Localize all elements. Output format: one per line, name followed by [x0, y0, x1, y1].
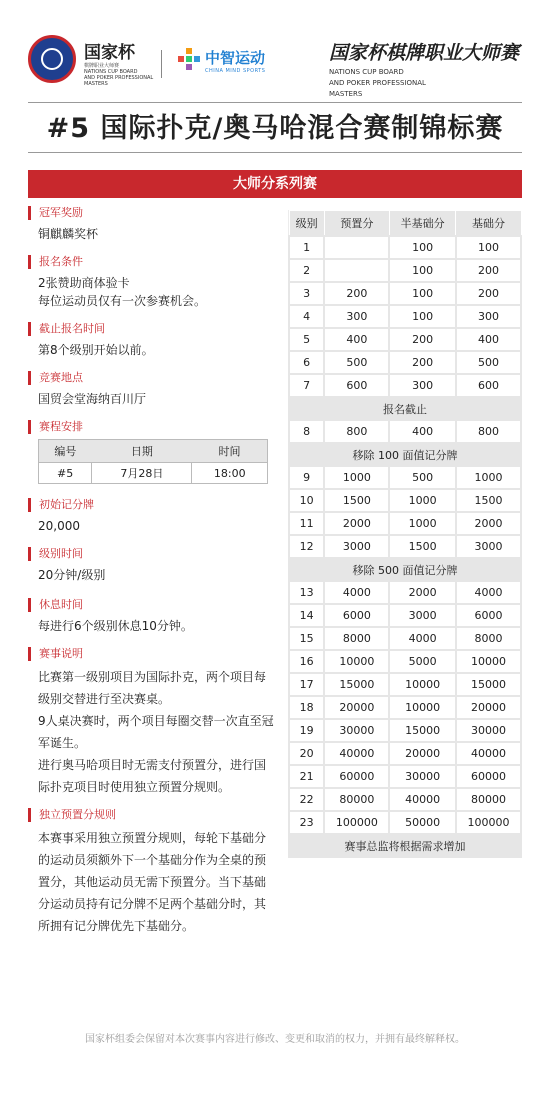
- blinds-cell: 18: [289, 696, 324, 719]
- blinds-cell: [324, 236, 389, 259]
- section-body: 铜麒麟奖杯: [38, 227, 99, 241]
- logo3-en-1: NATIONS CUP BOARD: [329, 68, 404, 76]
- blinds-cell: 200: [389, 328, 455, 351]
- blinds-cell: [324, 259, 389, 282]
- blinds-cell: 15: [289, 627, 324, 650]
- section-body: [38, 274, 276, 310]
- china-mind-sports-logo: [205, 47, 265, 74]
- blinds-cell: 500: [456, 351, 521, 374]
- blinds-cell: 1: [289, 236, 324, 259]
- rules-line: 进行奥马哈项目时无需支付预置分，进行国际扑克项目时使用独立预置分规则。: [38, 758, 267, 794]
- blinds-cell: 23: [289, 811, 324, 834]
- blinds-row: [289, 328, 521, 351]
- blinds-note: 赛事总监将根据需求增加: [289, 834, 521, 857]
- blinds-note: 移除 500 面值记分牌: [289, 558, 521, 581]
- schedule-header: 时间: [192, 440, 268, 463]
- section-title: 赛事说明: [28, 647, 276, 661]
- section-body: 每进行6个级别休息10分钟。: [38, 619, 193, 633]
- blinds-cell: 2000: [456, 512, 521, 535]
- blinds-cell: 8: [289, 420, 324, 443]
- blinds-cell: 40000: [324, 742, 389, 765]
- blinds-note: 报名截止: [289, 397, 521, 420]
- blinds-row: [289, 351, 521, 374]
- blinds-cell: 3: [289, 282, 324, 305]
- blinds-cell: 100: [389, 259, 455, 282]
- blinds-row: [289, 650, 521, 673]
- blinds-cell: 12: [289, 535, 324, 558]
- blinds-cell: 19: [289, 719, 324, 742]
- rules-line: 比赛第一级别项目为国际扑克，两个项目每级别交替进行至决赛桌。: [38, 670, 267, 706]
- blinds-cell: 8000: [456, 627, 521, 650]
- blinds-cell: 300: [389, 374, 455, 397]
- blinds-cell: 5000: [389, 650, 455, 673]
- blinds-cell: 20000: [324, 696, 389, 719]
- blinds-cell: 5: [289, 328, 324, 351]
- blinds-cell: 200: [456, 282, 521, 305]
- blinds-cell: 1000: [456, 466, 521, 489]
- section-venue: [28, 371, 276, 408]
- section-deadline: [28, 322, 276, 359]
- blinds-cell: 30000: [324, 719, 389, 742]
- blinds-cell: 9: [289, 466, 324, 489]
- rules-line: 9人桌决赛时，两个项目每圈交替一次直至冠军诞生。: [38, 714, 274, 750]
- blinds-row: [289, 489, 521, 512]
- blinds-cell: 80000: [324, 788, 389, 811]
- blinds-cell: 10: [289, 489, 324, 512]
- blinds-row: [289, 788, 521, 811]
- schedule-cell: #5: [39, 463, 92, 484]
- blinds-cell: 11: [289, 512, 324, 535]
- blinds-cell: 1000: [389, 489, 455, 512]
- section-title: 休息时间: [28, 598, 276, 612]
- section-title: 初始记分牌: [28, 498, 276, 512]
- blinds-cell: 3000: [456, 535, 521, 558]
- blinds-cell: 10000: [324, 650, 389, 673]
- section-body: 20,000: [38, 519, 80, 533]
- blinds-note-row: [289, 834, 521, 857]
- blinds-cell: 60000: [456, 765, 521, 788]
- blinds-cell: 4000: [389, 627, 455, 650]
- blinds-cell: 20000: [389, 742, 455, 765]
- blinds-cell: 30000: [389, 765, 455, 788]
- logo2-en: CHINA MIND SPORTS: [205, 68, 266, 74]
- blinds-row: [289, 374, 521, 397]
- series-banner: 大师分系列赛: [28, 170, 522, 198]
- blinds-cell: 100000: [324, 811, 389, 834]
- china-mind-sports-icon: [178, 48, 200, 70]
- blinds-cell: 3000: [324, 535, 389, 558]
- section-schedule: [28, 420, 276, 484]
- nations-cup-logo: [84, 38, 153, 87]
- nations-cup-emblem-icon: [28, 35, 76, 83]
- blinds-cell: 400: [324, 328, 389, 351]
- blinds-cell: 10000: [389, 673, 455, 696]
- blinds-cell: 1000: [324, 466, 389, 489]
- masters-title-logo: [329, 38, 519, 98]
- section-body: 20分钟/级别: [38, 568, 106, 582]
- blinds-header: 半基础分: [389, 211, 455, 237]
- blinds-cell: 3000: [389, 604, 455, 627]
- blinds-note: 移除 100 面值记分牌: [289, 443, 521, 466]
- blinds-cell: 4000: [456, 581, 521, 604]
- blinds-cell: 4000: [324, 581, 389, 604]
- blinds-note-row: [289, 443, 521, 466]
- blinds-cell: 10000: [389, 696, 455, 719]
- header: [0, 0, 550, 100]
- section-body: 国贸会堂海纳百川厅: [38, 392, 147, 406]
- blind-structure-table: [288, 210, 522, 858]
- register-line: 每位运动员仅有一次参赛机会。: [38, 294, 207, 308]
- blinds-cell: 6000: [456, 604, 521, 627]
- section-register: [28, 255, 276, 310]
- section-chips: [28, 498, 276, 535]
- blinds-row: [289, 581, 521, 604]
- section-title: 截止报名时间: [28, 322, 276, 336]
- logo1-sub: 棋牌职业大师赛: [84, 63, 120, 69]
- blinds-row: [289, 765, 521, 788]
- title-top-rule: [28, 102, 522, 103]
- blinds-cell: 20000: [456, 696, 521, 719]
- section-ante: [28, 808, 276, 937]
- blinds-cell: 200: [456, 259, 521, 282]
- schedule-row: [39, 463, 268, 484]
- footer-disclaimer: 国家杯组委会保留对本次赛事内容进行修改、变更和取消的权力，并拥有最终解释权。: [85, 1034, 465, 1045]
- blinds-row: [289, 282, 521, 305]
- blinds-cell: 1500: [456, 489, 521, 512]
- blinds-row: [289, 305, 521, 328]
- blinds-cell: 100: [389, 305, 455, 328]
- blinds-cell: 100: [389, 282, 455, 305]
- blinds-cell: 80000: [456, 788, 521, 811]
- blinds-row: [289, 466, 521, 489]
- blinds-cell: 100: [389, 236, 455, 259]
- logo3-en-3: MASTERS: [329, 90, 363, 98]
- section-award: [28, 206, 276, 243]
- blinds-cell: 6000: [324, 604, 389, 627]
- page-title: #5 国际扑克/奥马哈混合赛制锦标赛: [46, 113, 504, 144]
- blinds-cell: 400: [456, 328, 521, 351]
- logo3-en-2: AND POKER PROFESSIONAL: [329, 79, 426, 87]
- section-title: 独立预置分规则: [28, 808, 276, 822]
- schedule-table: [38, 439, 268, 484]
- blinds-cell: 17: [289, 673, 324, 696]
- blinds-note-row: [289, 558, 521, 581]
- blinds-row: [289, 742, 521, 765]
- logo1-en-1: NATIONS CUP BOARD: [84, 69, 138, 75]
- blinds-cell: 800: [324, 420, 389, 443]
- blinds-row: [289, 420, 521, 443]
- blinds-cell: 4: [289, 305, 324, 328]
- logo2-cn: 中智运动: [205, 49, 266, 67]
- blinds-row: [289, 604, 521, 627]
- blinds-cell: 22: [289, 788, 324, 811]
- section-rules: [28, 647, 276, 798]
- blinds-cell: 40000: [389, 788, 455, 811]
- blinds-cell: 300: [324, 305, 389, 328]
- blinds-cell: 60000: [324, 765, 389, 788]
- blinds-cell: 400: [389, 420, 455, 443]
- blinds-cell: 2000: [324, 512, 389, 535]
- blinds-cell: 30000: [456, 719, 521, 742]
- info-column: [28, 206, 276, 937]
- blinds-cell: 7: [289, 374, 324, 397]
- section-title: 报名条件: [28, 255, 276, 269]
- blinds-cell: 15000: [324, 673, 389, 696]
- blinds-row: [289, 259, 521, 282]
- blinds-cell: 13: [289, 581, 324, 604]
- schedule-cell: 7月28日: [92, 463, 192, 484]
- section-level: [28, 547, 276, 584]
- blinds-cell: 200: [324, 282, 389, 305]
- blinds-cell: 1500: [389, 535, 455, 558]
- blinds-cell: 15000: [456, 673, 521, 696]
- logo1-en-3: MASTERS: [84, 81, 108, 87]
- blinds-row: [289, 512, 521, 535]
- blinds-cell: 600: [324, 374, 389, 397]
- section-rest: [28, 598, 276, 635]
- blinds-row: [289, 811, 521, 834]
- section-title: 赛程安排: [28, 420, 276, 434]
- logo1-cn: 国家杯: [84, 43, 135, 63]
- blinds-cell: 2000: [389, 581, 455, 604]
- schedule-header: 日期: [92, 440, 192, 463]
- blinds-cell: 500: [324, 351, 389, 374]
- blinds-cell: 8000: [324, 627, 389, 650]
- blinds-cell: 20: [289, 742, 324, 765]
- blinds-row: [289, 696, 521, 719]
- blinds-row: [289, 236, 521, 259]
- blinds-cell: 40000: [456, 742, 521, 765]
- blinds-cell: 100: [456, 236, 521, 259]
- blinds-cell: 2: [289, 259, 324, 282]
- blinds-cell: 1500: [324, 489, 389, 512]
- blinds-cell: 300: [456, 305, 521, 328]
- blinds-cell: 1000: [389, 512, 455, 535]
- section-body: 本赛事采用独立预置分规则，每轮下基础分的运动员须额外下一个基础分作为全桌的预置分，其他运动员无需下预置分。当下基础分运动员持有记分牌不足两个基础分时，其所拥有记分牌优先下基础分。: [38, 831, 267, 933]
- blinds-cell: 21: [289, 765, 324, 788]
- blinds-row: [289, 673, 521, 696]
- blinds-note-row: [289, 397, 521, 420]
- blinds-row: [289, 719, 521, 742]
- schedule-cell: 18:00: [192, 463, 268, 484]
- title-bottom-rule: [28, 152, 522, 153]
- section-body: 第8个级别开始以前。: [38, 343, 154, 357]
- blinds-header: 预置分: [324, 211, 389, 237]
- blinds-cell: 800: [456, 420, 521, 443]
- section-title: 级别时间: [28, 547, 276, 561]
- blinds-cell: 6: [289, 351, 324, 374]
- blinds-cell: 16: [289, 650, 324, 673]
- section-title: 竞赛地点: [28, 371, 276, 385]
- blinds-header: 级别: [289, 211, 324, 237]
- register-line: 2张赞助商体验卡: [38, 276, 130, 290]
- blinds-cell: 15000: [389, 719, 455, 742]
- blinds-cell: 14: [289, 604, 324, 627]
- blinds-cell: 600: [456, 374, 521, 397]
- blinds-cell: 50000: [389, 811, 455, 834]
- logo-divider: [161, 50, 162, 78]
- logo1-en-2: AND POKER PROFESSIONAL: [84, 75, 154, 81]
- blinds-header: 基础分: [456, 211, 521, 237]
- blinds-cell: 10000: [456, 650, 521, 673]
- blinds-row: [289, 535, 521, 558]
- blinds-cell: 100000: [456, 811, 521, 834]
- blinds-cell: 500: [389, 466, 455, 489]
- blinds-cell: 200: [389, 351, 455, 374]
- logo3-cn: 国家杯棋牌职业大师赛: [329, 42, 520, 64]
- blinds-row: [289, 627, 521, 650]
- schedule-header: 编号: [39, 440, 92, 463]
- section-body: [38, 666, 276, 798]
- section-title: 冠军奖励: [28, 206, 276, 220]
